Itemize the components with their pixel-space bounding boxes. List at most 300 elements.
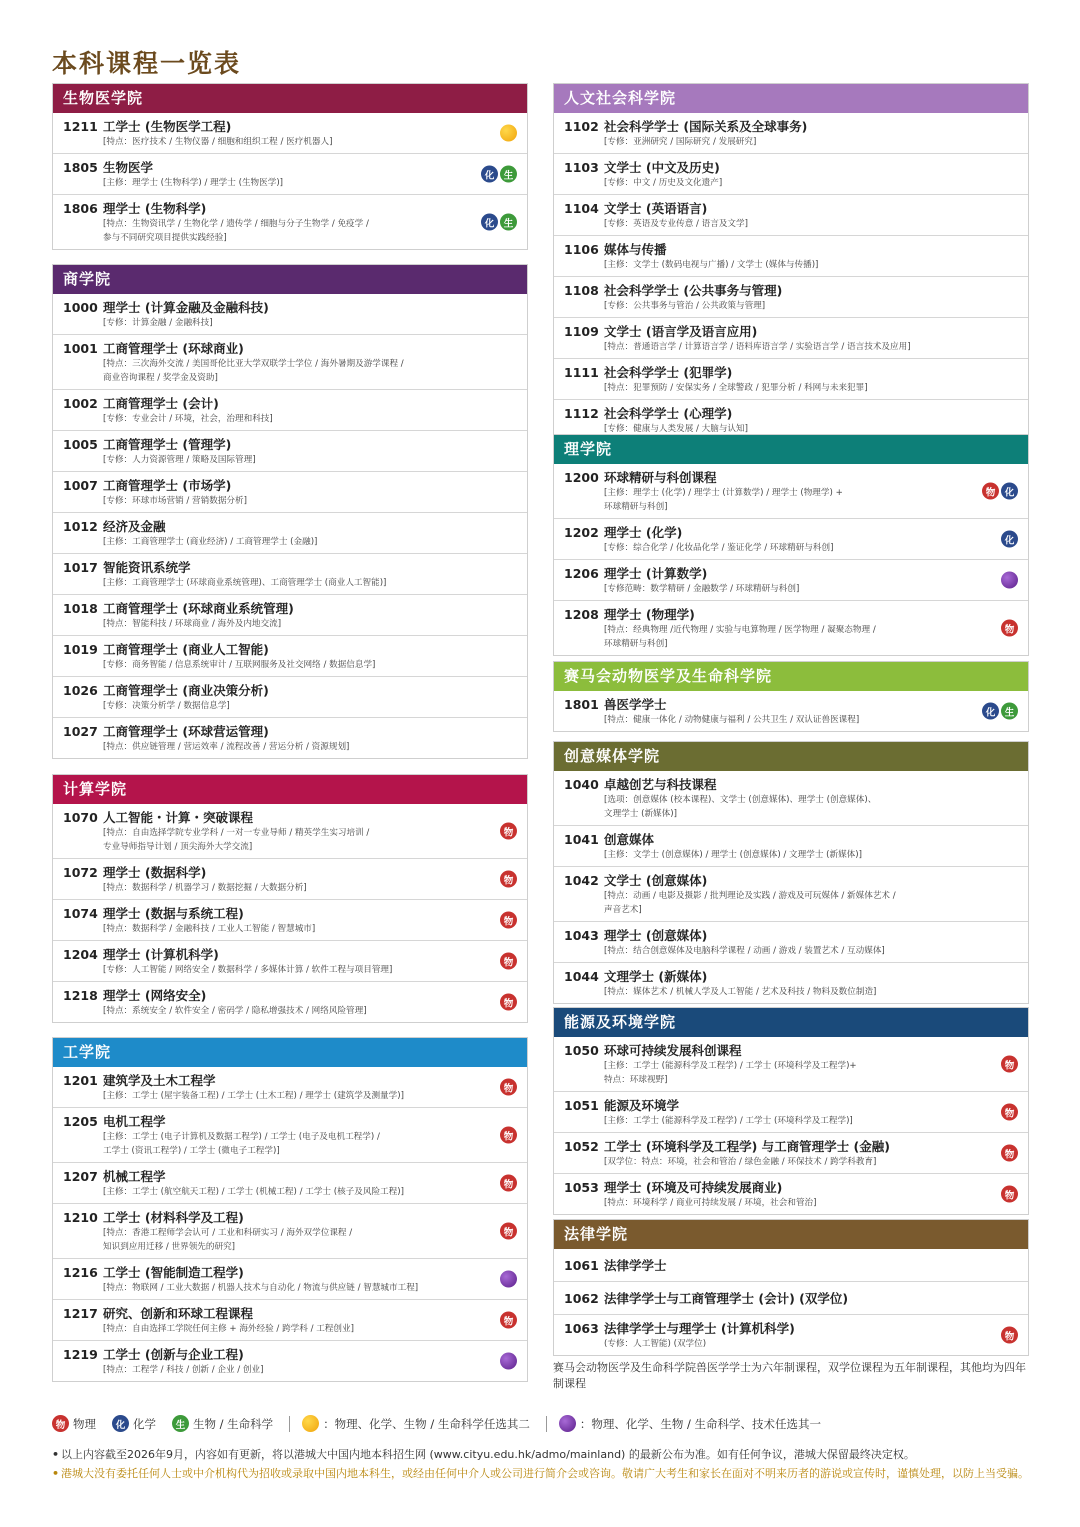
program-code: 1070: [63, 810, 98, 825]
program-row: [554, 825, 1028, 866]
physics-icon: 物: [1001, 1186, 1018, 1203]
bullet-icon: •: [52, 1467, 60, 1480]
program-code: 1005: [63, 437, 98, 452]
program-detail: [专修：商务智能 / 信息系统审计 / 互联网服务及社交网络 / 数据信息学]: [103, 660, 376, 670]
program-heading: [63, 904, 467, 922]
program-detail: [专修：人工智能 / 网络安全 / 数据科学 / 多媒体计算 / 软件工程与项目管理]: [103, 965, 393, 975]
program-row: [554, 866, 1028, 921]
program-detail: [特点：动画 / 电影及摄影 / 批判理论及实践 / 游戏及可玩媒体 / 新媒体艺术 / 声音艺术]: [604, 891, 896, 915]
subject-requirement-icons: [982, 483, 1018, 500]
program-detail: [特点：环境科学 / 商业可持续发展 / 环境，社会和管治]: [604, 1198, 817, 1208]
section-header-creative: 创意媒体学院: [554, 742, 1028, 771]
chemistry-icon: 化: [1001, 483, 1018, 500]
program-detail: [专修：公共事务与管治 / 公共政策与管理]: [604, 301, 766, 311]
program-detail: [专修：计算金融 / 金融科技]: [103, 318, 213, 328]
program-detail: [主修：工学士 (电子计算机及数据工程学) / 工学士 (电子及电机工程学) / 工学士 (资讯工程学) / 工学士 (微电子工程学)]: [103, 1132, 380, 1156]
legend-divider: [546, 1416, 547, 1432]
program-code: 1000: [63, 300, 98, 315]
program-heading: [564, 281, 968, 299]
subject-requirement-icons: [500, 953, 517, 970]
program-name: 能源及环境学: [604, 1098, 680, 1113]
program-row: [53, 389, 527, 430]
program-name: 媒体与传播: [604, 242, 667, 257]
program-name: 工商管理学士 (环球营运管理): [103, 724, 269, 739]
physics-icon: 物: [52, 1415, 69, 1432]
subject-requirement-icons: [500, 125, 517, 142]
program-detail: [主修：工商管理学士 (环球商业系统管理)、工商管理学士 (商业人工智能)]: [103, 578, 387, 588]
program-heading: [63, 517, 467, 535]
program-code: 1001: [63, 341, 98, 356]
program-name: 工商管理学士 (管理学): [103, 437, 232, 452]
physics-icon: 物: [500, 1079, 517, 1096]
program-row: [554, 317, 1028, 358]
legend-choose-one: [559, 1415, 821, 1432]
program-row: [554, 235, 1028, 276]
program-name: 工学士 (材料科学及工程): [103, 1210, 244, 1225]
program-detail: [主修：理学士 (化学) / 理学士 (计算数学) / 理学士 (物理学) + 环球精研与科创]: [604, 488, 843, 512]
choose-one-icon: [500, 1271, 517, 1288]
program-code: 1051: [564, 1098, 599, 1113]
program-detail: [主修：工学士 (屋宇装备工程) / 工学士 (土木工程) / 理学士 (建筑学及测量学)]: [103, 1091, 404, 1101]
subject-requirement-icons: [500, 912, 517, 929]
program-detail: [主修：文学士 (创意媒体) / 理学士 (创意媒体) / 文理学士 (新媒体)]: [604, 850, 862, 860]
program-name: 社会科学学士 (心理学): [604, 406, 733, 421]
program-code: 1026: [63, 683, 98, 698]
program-detail: [特点：医疗技术 / 生物仪器 / 细胞和组织工程 / 医疗机器人]: [103, 137, 333, 147]
program-code: 1217: [63, 1306, 98, 1321]
program-name: 文学士 (语言学及语言应用): [604, 324, 758, 339]
program-code: 1041: [564, 832, 599, 847]
program-row: [554, 153, 1028, 194]
program-code: 1063: [564, 1321, 599, 1336]
program-heading: [63, 808, 467, 826]
program-name: 理学士 (环境及可持续发展商业): [604, 1180, 783, 1195]
program-row: [53, 113, 527, 153]
program-heading: [564, 871, 968, 889]
choose-two-icon: [500, 125, 517, 142]
program-detail: [专修：决策分析学 / 数据信息学]: [103, 701, 230, 711]
program-detail: [特点：结合创意媒体及电脑科学课程 / 动画 / 游戏 / 装置艺术 / 互动媒体]: [604, 946, 885, 956]
biology-icon: 生: [500, 166, 517, 183]
subject-requirement-icons: [500, 871, 517, 888]
program-name: 卓越创艺与科技课程: [604, 777, 717, 792]
section-business: [52, 264, 528, 759]
program-code: 1218: [63, 988, 98, 1003]
program-detail: [专修：人力资源管理 / 策略及国际管理]: [103, 455, 256, 465]
program-row: [554, 194, 1028, 235]
program-detail: [主修：理学士 (生物科学) / 理学士 (生物医学)]: [103, 178, 284, 188]
program-row: [53, 1299, 527, 1340]
section-humanities: [553, 83, 1029, 441]
program-name: 工学士 (环境科学及工程学) 与工商管理学士 (金融): [604, 1139, 890, 1154]
program-heading: [564, 523, 968, 541]
subject-requirement-icons: [500, 1079, 517, 1096]
program-name: 经济及金融: [103, 519, 166, 534]
program-code: 1204: [63, 947, 98, 962]
section-header-law: 法律学院: [554, 1220, 1028, 1249]
program-code: 1106: [564, 242, 599, 257]
program-row: [53, 553, 527, 594]
program-heading: [63, 339, 467, 357]
section-header-energy: 能源及环境学院: [554, 1008, 1028, 1037]
program-code: 1062: [564, 1291, 599, 1306]
program-code: 1206: [564, 566, 599, 581]
subject-requirement-icons: [1001, 1145, 1018, 1162]
program-detail: [特点：供应链管理 / 营运效率 / 流程改善 / 营运分析 / 资源规划]: [103, 742, 350, 752]
subject-requirement-icons: [1001, 1056, 1018, 1073]
program-detail: [专修范畴：数学精研 / 金融数学 / 环球精研与科创]: [604, 584, 800, 594]
legend-biology: [172, 1415, 273, 1432]
program-code: 1027: [63, 724, 98, 739]
program-code: 1108: [564, 283, 599, 298]
program-heading: [63, 117, 467, 135]
legend-chemistry-label: 化学: [133, 1416, 156, 1431]
program-code: 1017: [63, 560, 98, 575]
program-detail: [特点：香港工程师学会认可 / 工业和科研实习 / 海外双学位课程 / 知识到应用迁移 / 世界领先的研究]: [103, 1228, 353, 1252]
program-row: [554, 771, 1028, 825]
subject-requirement-icons: [500, 823, 517, 840]
program-name: 理学士 (创意媒体): [604, 928, 708, 943]
program-name: 环球可持续发展科创课程: [604, 1043, 742, 1058]
physics-icon: 物: [982, 483, 999, 500]
program-row: [53, 1340, 527, 1381]
program-row: [554, 921, 1028, 962]
legend-choose-one-label: ：物理、化学、生物 / 生命科学、技术任选其一: [579, 1416, 822, 1431]
program-heading: [63, 1208, 467, 1226]
program-heading: [564, 240, 968, 258]
physics-icon: 物: [1001, 620, 1018, 637]
subject-requirement-icons: [481, 214, 517, 231]
program-code: 1211: [63, 119, 98, 134]
program-row: [554, 691, 1028, 731]
program-heading: [564, 926, 968, 944]
program-detail: [特点：智能科技 / 环球商业 / 海外及内地交流]: [103, 619, 282, 629]
footnote-warning: [52, 1465, 1042, 1482]
program-code: 1007: [63, 478, 98, 493]
program-code: 1072: [63, 865, 98, 880]
program-heading: [564, 1096, 968, 1114]
program-heading: [564, 605, 968, 623]
program-detail: [专修：健康与人类发展 / 大脑与认知]: [604, 424, 748, 434]
program-code: 1104: [564, 201, 599, 216]
program-name: 建筑学及土木工程学: [103, 1073, 216, 1088]
program-detail: [专修：亚洲研究 / 国际研究 / 发展研究]: [604, 137, 757, 147]
program-name: 工学士 (智能制造工程学): [103, 1265, 244, 1280]
program-heading: [63, 435, 467, 453]
program-heading: [564, 1178, 968, 1196]
program-row: [53, 471, 527, 512]
program-detail: [主修：文学士 (数码电视与广播) / 文学士 (媒体与传播)]: [604, 260, 819, 270]
legend-choose-two: [302, 1415, 530, 1432]
program-name: 理学士 (计算机科学): [103, 947, 219, 962]
program-name: 文学士 (中文及历史): [604, 160, 720, 175]
program-row: [53, 1107, 527, 1162]
program-name: 生物医学: [103, 160, 154, 175]
program-code: 1205: [63, 1114, 98, 1129]
program-detail: [主修：工学士 (能源科学及工程学) / 工学士 (环境科学及工程学)]: [604, 1116, 853, 1126]
section-header-science: 理学院: [554, 435, 1028, 464]
program-detail: (专修：人工智能) (双学位): [604, 1339, 707, 1349]
program-heading: [63, 298, 467, 316]
program-row: [53, 194, 527, 249]
program-row: [53, 804, 527, 858]
program-detail: [特点：系统安全 / 软件安全 / 密码学 / 隐私增强技术 / 网络风险管理]: [103, 1006, 367, 1016]
program-name: 理学士 (网络安全): [103, 988, 207, 1003]
program-row: [554, 1281, 1028, 1314]
program-row: [554, 1091, 1028, 1132]
program-heading: [63, 1071, 467, 1089]
program-name: 理学士 (计算数学): [604, 566, 708, 581]
bullet-icon: •: [52, 1448, 60, 1461]
program-code: 1111: [564, 365, 599, 380]
program-heading: [63, 863, 467, 881]
program-heading: [564, 322, 968, 340]
program-code: 1805: [63, 160, 98, 175]
program-heading: [63, 558, 467, 576]
program-name: 法律学学士与理学士 (计算机科学): [604, 1321, 795, 1336]
program-heading: [63, 1263, 467, 1281]
program-code: 1216: [63, 1265, 98, 1280]
program-detail: [专修：英语及专业传意 / 语言及文学]: [604, 219, 748, 229]
program-row: [554, 1173, 1028, 1214]
program-detail: [特点：物联网 / 工业大数据 / 机器人技术与自动化 / 物流与供应链 / 智慧城市工程]: [103, 1283, 419, 1293]
program-row: [53, 858, 527, 899]
program-heading: [63, 722, 467, 740]
program-heading: [564, 1041, 968, 1059]
program-heading: [63, 1345, 467, 1363]
legend-physics-label: 物理: [73, 1416, 96, 1431]
biology-icon: 生: [1001, 703, 1018, 720]
choose-one-icon: [1001, 572, 1018, 589]
program-name: 智能资讯系统学: [103, 560, 191, 575]
program-name: 理学士 (化学): [604, 525, 683, 540]
program-row: [554, 1314, 1028, 1355]
program-name: 工商管理学士 (市场学): [103, 478, 232, 493]
program-code: 1050: [564, 1043, 599, 1058]
page-title: 本科课程一览表: [52, 49, 242, 78]
program-heading: [63, 158, 467, 176]
program-heading: [564, 1256, 968, 1274]
section-biomed: [52, 83, 528, 250]
section-computing: [52, 774, 528, 1023]
program-name: 理学士 (物理学): [604, 607, 695, 622]
section-header-humanities: 人文社会科学院: [554, 84, 1028, 113]
subject-requirement-icons: [500, 1271, 517, 1288]
program-detail: [选项：创意媒体 (校本课程)、文学士 (创意媒体)、理学士 (创意媒体)、 文理学士 (新媒体)]: [604, 795, 877, 819]
program-code: 1043: [564, 928, 599, 943]
program-code: 1061: [564, 1258, 599, 1273]
physics-icon: 物: [500, 871, 517, 888]
program-row: [53, 635, 527, 676]
program-name: 人工智能・计算・突破课程: [103, 810, 254, 825]
program-name: 社会科学学士 (国际关系及全球事务): [604, 119, 808, 134]
program-detail: [主修：工学士 (航空航天工程) / 工学士 (机械工程) / 工学士 (核子及风险工程)]: [103, 1187, 404, 1197]
section-vet: [553, 661, 1029, 732]
legend: [52, 1415, 837, 1432]
chemistry-icon: 化: [1001, 531, 1018, 548]
program-heading: [564, 967, 968, 985]
program-row: [554, 962, 1028, 1003]
program-detail: [特点：经典物理 /近代物理 / 实验与电算物理 / 医学物理 / 凝聚态物理 / 环球精研与科创]: [604, 625, 876, 649]
program-code: 1053: [564, 1180, 599, 1195]
program-heading: [564, 199, 968, 217]
section-header-biomed: 生物医学院: [53, 84, 527, 113]
program-code: 1002: [63, 396, 98, 411]
program-name: 电机工程学: [103, 1114, 166, 1129]
program-row: [53, 899, 527, 940]
subject-requirement-icons: [1001, 1104, 1018, 1121]
program-heading: [564, 117, 968, 135]
program-name: 社会科学学士 (犯罪学): [604, 365, 733, 380]
section-science: [553, 434, 1029, 656]
program-name: 工商管理学士 (商业决策分析): [103, 683, 269, 698]
program-row: [53, 294, 527, 334]
program-row: [53, 717, 527, 758]
section-header-computing: 计算学院: [53, 775, 527, 804]
program-detail: [专修：综合化学 / 化妆品化学 / 鉴证化学 / 环球精研与科创]: [604, 543, 834, 553]
program-code: 1112: [564, 406, 599, 421]
program-row: [53, 430, 527, 471]
physics-icon: 物: [500, 953, 517, 970]
program-detail: [专修：专业会计 / 环境，社会，治理和科技]: [103, 414, 273, 424]
program-name: 研究、创新和环球工程课程: [103, 1306, 254, 1321]
program-name: 工商管理学士 (商业人工智能): [103, 642, 269, 657]
program-code: 1109: [564, 324, 599, 339]
program-name: 工商管理学士 (会计): [103, 396, 219, 411]
program-row: [53, 1162, 527, 1203]
legend-choose-two-label: ：物理、化学、生物 / 生命科学任选其二: [323, 1416, 530, 1431]
subject-requirement-icons: [1001, 620, 1018, 637]
program-detail: [专修：中文 / 历史及文化遗产]: [604, 178, 723, 188]
program-code: 1801: [564, 697, 599, 712]
program-code: 1201: [63, 1073, 98, 1088]
program-code: 1042: [564, 873, 599, 888]
subject-requirement-icons: [982, 703, 1018, 720]
program-code: 1074: [63, 906, 98, 921]
program-code: 1219: [63, 1347, 98, 1362]
section-header-business: 商学院: [53, 265, 527, 294]
program-heading: [564, 775, 968, 793]
program-detail: [特点：健康一体化 / 动物健康与福利 / 公共卫生 / 双认证兽医课程]: [604, 715, 860, 725]
program-row: [53, 940, 527, 981]
program-name: 工学士 (创新与企业工程): [103, 1347, 244, 1362]
section-energy: [553, 1007, 1029, 1215]
footnote-update: [52, 1446, 1042, 1463]
program-heading: [63, 945, 467, 963]
legend-physics: [52, 1415, 96, 1432]
program-detail: [特点：犯罪预防 / 安保实务 / 全球警政 / 犯罪分析 / 科网与未来犯罪]: [604, 383, 868, 393]
physics-icon: 物: [1001, 1104, 1018, 1121]
program-name: 文学士 (创意媒体): [604, 873, 708, 888]
program-name: 工商管理学士 (环球商业系统管理): [103, 601, 294, 616]
program-heading: [564, 1137, 968, 1155]
program-name: 创意媒体: [604, 832, 655, 847]
program-heading: [564, 1289, 968, 1307]
program-code: 1018: [63, 601, 98, 616]
section-law: [553, 1219, 1029, 1356]
program-name: 理学士 (数据科学): [103, 865, 207, 880]
duration-note: 赛马会动物医学及生命科学院兽医学学士为六年制课程，双学位课程为五年制课程，其他均为四年制课程: [553, 1361, 1026, 1390]
program-code: 1102: [564, 119, 599, 134]
program-heading: [63, 986, 467, 1004]
physics-icon: 物: [500, 1223, 517, 1240]
legend-chemistry: [112, 1415, 156, 1432]
program-name: 兽医学学士: [604, 697, 667, 712]
subject-requirement-icons: [1001, 1186, 1018, 1203]
program-row: [554, 464, 1028, 518]
program-row: [554, 113, 1028, 153]
legend-biology-label: 生物 / 生命科学: [193, 1416, 274, 1431]
subject-requirement-icons: [1001, 1327, 1018, 1344]
program-heading: [564, 1319, 968, 1337]
program-row: [53, 153, 527, 194]
program-heading: [564, 830, 968, 848]
program-detail: [特点：数据科学 / 机器学习 / 数据挖掘 / 大数据分析]: [103, 883, 307, 893]
program-heading: [564, 404, 968, 422]
program-heading: [564, 363, 968, 381]
program-row: [53, 594, 527, 635]
program-heading: [63, 1112, 467, 1130]
subject-requirement-icons: [500, 1353, 517, 1370]
program-code: 1044: [564, 969, 599, 984]
footnote-update-text: 以上内容截至2026年9月，内容如有更新，将以港城大中国内地本科招生网 (www.cityu.edu.hk/admo/mainland) 的最新公布为准。如有任何争议，港城大保留最终决定权。: [61, 1448, 915, 1461]
program-code: 1806: [63, 201, 98, 216]
program-row: [554, 559, 1028, 600]
section-header-vet: 赛马会动物医学及生命科学院: [554, 662, 1028, 691]
program-name: 工学士 (生物医学工程): [103, 119, 232, 134]
subject-requirement-icons: [1001, 531, 1018, 548]
subject-requirement-icons: [500, 1175, 517, 1192]
program-name: 法律学学士与工商管理学士 (会计) (双学位): [604, 1291, 849, 1306]
program-heading: [63, 681, 467, 699]
program-detail: [特点：三次海外交流 / 美国哥伦比亚大学双联学士学位 / 海外暑期及游学课程 / 商业咨询课程 / 奖学金及资助]: [103, 359, 404, 383]
program-name: 法律学学士: [604, 1258, 667, 1273]
program-row: [554, 518, 1028, 559]
program-name: 理学士 (计算金融及金融科技): [103, 300, 269, 315]
subject-requirement-icons: [481, 166, 517, 183]
program-detail: [特点：数据科学 / 金融科技 / 工业人工智能 / 智慧城市]: [103, 924, 316, 934]
program-heading: [63, 1167, 467, 1185]
legend-divider: [289, 1416, 290, 1432]
section-header-engineering: 工学院: [53, 1038, 527, 1067]
program-detail: [特点：媒体艺术 / 机械人学及人工智能 / 艺术及科技 / 物料及数位制造]: [604, 987, 877, 997]
subject-requirement-icons: [500, 1223, 517, 1240]
physics-icon: 物: [500, 912, 517, 929]
program-name: 理学士 (生物科学): [103, 201, 207, 216]
program-heading: [564, 695, 968, 713]
program-row: [554, 358, 1028, 399]
biology-icon: 生: [500, 214, 517, 231]
program-name: 理学士 (数据与系统工程): [103, 906, 244, 921]
program-row: [554, 276, 1028, 317]
program-heading: [63, 394, 467, 412]
program-code: 1012: [63, 519, 98, 534]
program-code: 1202: [564, 525, 599, 540]
program-row: [53, 981, 527, 1022]
program-detail: [特点：工程学 / 科技 / 创新 / 企业 / 创业]: [103, 1365, 264, 1375]
program-heading: [63, 476, 467, 494]
physics-icon: 物: [500, 994, 517, 1011]
physics-icon: 物: [1001, 1327, 1018, 1344]
program-heading: [63, 599, 467, 617]
program-detail: [双学位：特点：环境，社会和管治 / 绿色金融 / 环保技术 / 跨学科教育]: [604, 1157, 877, 1167]
program-detail: [专修：环球市场营销 / 营销数据分析]: [103, 496, 247, 506]
program-code: 1200: [564, 470, 599, 485]
program-row: [554, 600, 1028, 655]
program-heading: [564, 468, 968, 486]
program-detail: [主修：工商管理学士 (商业经济) / 工商管理学士 (金融)]: [103, 537, 318, 547]
physics-icon: 物: [500, 1175, 517, 1192]
